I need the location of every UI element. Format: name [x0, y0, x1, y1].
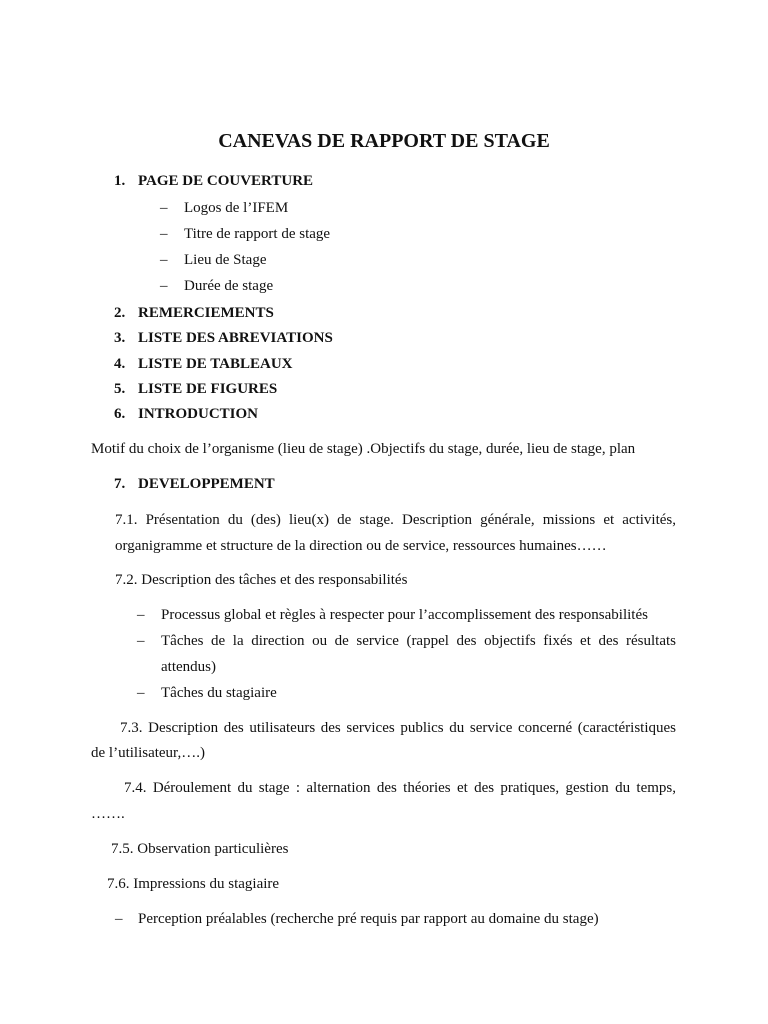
section-5-number: 5. — [114, 381, 126, 397]
bullet-dash: – — [160, 200, 168, 216]
paragraph-7-4-line-2: ……. — [91, 806, 125, 822]
section-6-heading: INTRODUCTION — [138, 406, 259, 422]
section-3-heading: LISTE DES ABREVIATIONS — [138, 330, 333, 346]
cover-item: Logos de l’IFEM — [184, 200, 289, 216]
cover-item: Lieu de Stage — [184, 252, 267, 268]
section-7-number: 7. — [114, 476, 126, 492]
document-title: CANEVAS DE RAPPORT DE STAGE — [218, 130, 550, 152]
bullet-dash: – — [160, 252, 168, 268]
cover-item: Durée de stage — [184, 278, 274, 294]
paragraph-7-4-line-1: 7.4. Déroulement du stage : alternation des théories et des pratiques, gestion du temps, — [124, 780, 676, 796]
task-item-2-line-1: Tâches de la direction ou de service (rappel des objectifs fixés et des résultats — [161, 633, 676, 649]
bullet-dash: – — [160, 226, 168, 242]
section-6-number: 6. — [114, 406, 126, 422]
section-4-heading: LISTE DE TABLEAUX — [138, 356, 293, 372]
paragraph-7-5: 7.5. Observation particulières — [111, 841, 289, 857]
section-3-number: 3. — [114, 330, 126, 346]
section-2-number: 2. — [114, 305, 126, 321]
paragraph-7-3-line-1: 7.3. Description des utilisateurs des services publics du service concerné (caractéristiques — [120, 720, 676, 736]
paragraph-7-3-line-2: de l’utilisateur,….) — [91, 745, 205, 761]
task-item-1: Processus global et règles à respecter pour l’accomplissement des responsabilités — [161, 607, 648, 623]
task-item-3: Tâches du stagiaire — [161, 685, 277, 701]
section-5-heading: LISTE DE FIGURES — [138, 381, 278, 397]
task-item-2-line-2: attendus) — [161, 659, 216, 675]
bullet-dash: – — [137, 685, 145, 701]
section-2-heading: REMERCIEMENTS — [138, 305, 274, 321]
paragraph-7-6: 7.6. Impressions du stagiaire — [107, 876, 280, 892]
impression-item: Perception préalables (recherche pré requis par rapport au domaine du stage) — [138, 911, 599, 927]
section-7-heading: DEVELOPPEMENT — [138, 476, 275, 492]
bullet-dash: – — [137, 607, 145, 623]
bullet-dash: – — [160, 278, 168, 294]
bullet-dash: – — [137, 633, 145, 649]
paragraph-7-2: 7.2. Description des tâches et des responsabilités — [115, 572, 408, 588]
paragraph-7-1-line-1: 7.1. Présentation du (des) lieu(x) de stage. Description générale, missions et activités, — [115, 512, 676, 528]
section-1-heading: PAGE DE COUVERTURE — [138, 173, 314, 189]
section-4-number: 4. — [114, 356, 126, 372]
cover-item: Titre de rapport de stage — [184, 226, 331, 242]
bullet-dash: – — [115, 911, 123, 927]
introduction-text: Motif du choix de l’organisme (lieu de stage) .Objectifs du stage, durée, lieu de stage, plan — [91, 441, 636, 457]
paragraph-7-1-line-2: organigramme et structure de la direction ou de service, ressources humaines…… — [115, 538, 607, 554]
section-1-number: 1. — [114, 173, 126, 189]
